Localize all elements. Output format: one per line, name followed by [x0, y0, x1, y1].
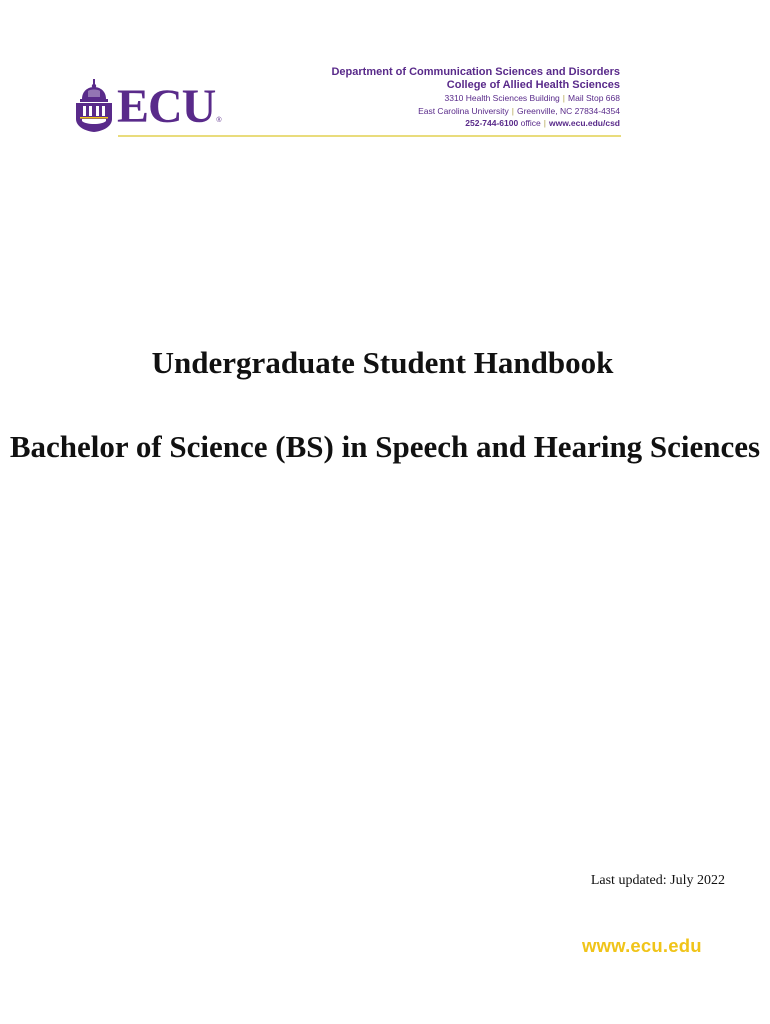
building-text: 3310 Health Sciences Building	[444, 93, 560, 103]
phone-number: 252-744-6100	[465, 118, 519, 128]
college-name: College of Allied Health Sciences	[446, 79, 620, 91]
phone-label: office	[520, 118, 541, 128]
separator: |	[543, 118, 546, 128]
ecu-logo	[74, 78, 222, 134]
separator: |	[511, 105, 514, 116]
footer-website-link[interactable]: www.ecu.edu	[582, 935, 702, 956]
university-text: East Carolina University	[418, 105, 509, 116]
contact-line	[331, 117, 620, 130]
department-contact-block	[331, 66, 620, 130]
city-text: Greenville, NC 27834-4354	[516, 105, 620, 116]
address-line-city	[331, 105, 620, 118]
ecu-wordmark: ECU	[117, 80, 216, 133]
letterhead	[0, 0, 770, 150]
registered-mark: ®	[216, 117, 222, 124]
last-updated-date: Last updated: July 2022	[590, 873, 725, 888]
letterhead-gold-rule	[118, 135, 621, 137]
mail-stop-text: Mail Stop 668	[568, 93, 620, 103]
handbook-title: Undergraduate Student Handbook	[151, 345, 614, 380]
address-line-building	[331, 92, 620, 105]
department-name: Department of Communication Sciences and Disorders	[331, 66, 620, 78]
ecu-cupola-seal-icon	[74, 79, 114, 133]
separator: |	[562, 93, 566, 103]
degree-subtitle: Bachelor of Science (BS) in Speech and Hearing Sciences	[9, 429, 761, 464]
department-website-link[interactable]: www.ecu.edu/csd	[548, 118, 620, 128]
